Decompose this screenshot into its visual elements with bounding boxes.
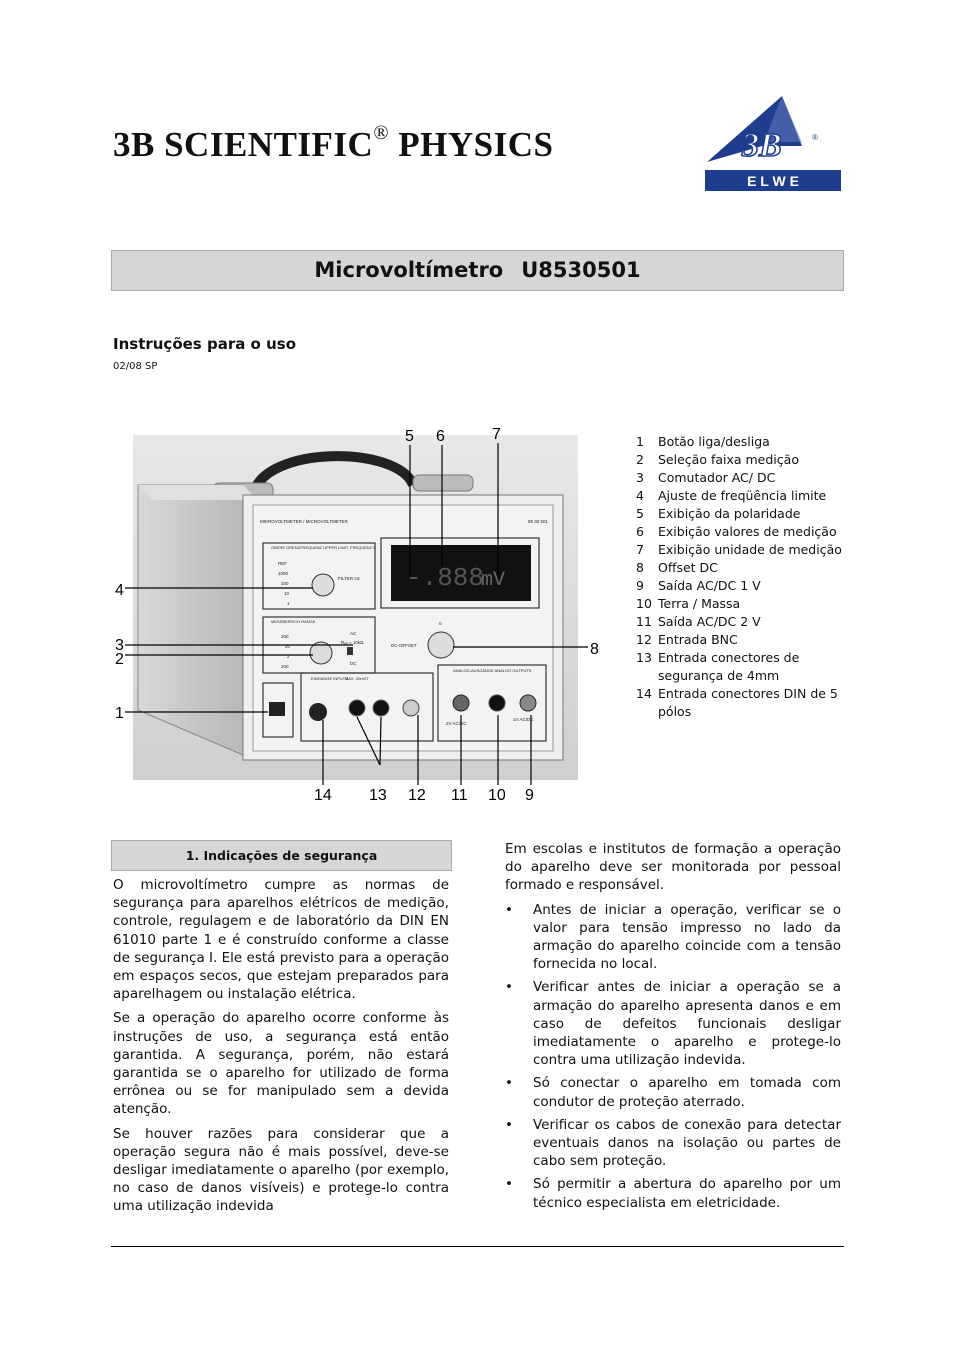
callout-3: 3: [115, 637, 124, 654]
svg-text:1: 1: [287, 601, 290, 606]
legend-item: 5 Exibição da polaridade: [636, 506, 801, 521]
paragraph: Se houver razões para considerar que a operação segura não é mais possível, deve-se desligar imediatamente o aparelho (por exemplo, no caso de danos visíveis) e protege-lo contra uma utilização indevida: [113, 1125, 449, 1215]
paragraph: Em escolas e institutos de formação a operação do aparelho deve ser monitorada por pessoal formado e responsável.: [505, 841, 841, 894]
svg-text:0: 0: [439, 621, 442, 626]
legend-item: 7 Exibição unidade de medição: [636, 542, 842, 557]
svg-text:MAX. 20mVT: MAX. 20mVT: [345, 676, 369, 681]
svg-text:EINGÄNGE INPUTS: EINGÄNGE INPUTS: [311, 676, 348, 681]
callout-8: 8: [590, 641, 599, 658]
callout-13: 13: [369, 787, 387, 804]
callout-1: 1: [115, 705, 124, 722]
list-item: • Verificar antes de iniciar a operação se a armação do aparelho apresenta danos e em caso de defeitos funcionais desligar imediatamente o aparelho e protege-lo contra uma utilização indevida.: [505, 979, 841, 1069]
svg-text:1000: 1000: [278, 571, 289, 576]
paragraph: O microvoltímetro cumpre as normas de segurança para aparelhos elétricos de medição, controle, regulagem e de laboratório da DIN EN 61010 parte 1 e é construído conforme a classe de segurança I. Ele está previsto para a operação em espaços secos, que estejam preparados para aparelhagem ou instalação elétrica.: [113, 877, 449, 1003]
list-item: • Verificar os cabos de conexão para detectar eventuais danos na isolação ou partes de cabo sem proteção.: [505, 1116, 841, 1170]
svg-text:REF: REF: [278, 561, 287, 566]
brand-title: 3B SCIENTIFIC® PHYSICS: [113, 122, 554, 164]
svg-text:®: ®: [812, 133, 818, 142]
svg-text:AC: AC: [350, 631, 357, 636]
svg-text:OBERE GRENZFREQUENZ UPPER LIMI: OBERE GRENZFREQUENZ UPPER LIMIT. FREQUENCY: [271, 545, 376, 550]
callout-5: 5: [405, 428, 414, 445]
logo-text: E L W E: [747, 173, 799, 189]
legend-item: 12 Entrada BNC: [636, 632, 738, 647]
logo-mark: 3B: [742, 127, 782, 164]
svg-text:MIKROVOLTMETER / MICROVOLTMETE: MIKROVOLTMETER / MICROVOLTMETER: [260, 519, 348, 524]
3b-elwe-logo: [702, 94, 842, 192]
callout-2: 2: [115, 651, 124, 668]
legend-item: 9 Saída AC/DC 1 V: [636, 578, 761, 593]
list-item: • Antes de iniciar a operação, verificar se o valor para tensão impresso no lado da armação do aparelho coincide com a tensão fornecida no local.: [505, 901, 841, 973]
svg-text:85 30 501: 85 30 501: [528, 519, 549, 524]
legend-item: 1 Botão liga/desliga: [636, 434, 770, 449]
footer-rule: [111, 1246, 844, 1247]
svg-text:-.888: -.888: [406, 563, 485, 593]
svg-text:FILTER Hz: FILTER Hz: [338, 576, 360, 581]
product-name: Microvoltímetro: [314, 258, 504, 282]
section-heading-safety: 1. Indicações de segurança: [111, 840, 452, 871]
doc-subtitle: Instruções para o uso: [113, 335, 296, 353]
svg-text:Rₑₙ = 10kΩ: Rₑₙ = 10kΩ: [341, 640, 364, 645]
callout-10: 10: [488, 787, 506, 804]
callout-4: 4: [115, 582, 124, 599]
legend-item: 8 Offset DC: [636, 560, 718, 575]
safety-right-column: [505, 840, 841, 1217]
list-item: • Só permitir a abertura do aparelho por um técnico especialista em eletricidade.: [505, 1176, 841, 1211]
product-title-bar: [111, 250, 844, 291]
callout-12: 12: [408, 787, 426, 804]
legend-item: 2 Seleção faixa medição: [636, 452, 799, 467]
svg-text:2V AC/DC: 2V AC/DC: [446, 721, 467, 726]
doc-date: 02/08 SP: [113, 361, 158, 372]
svg-text:1V AC/DC: 1V AC/DC: [513, 717, 534, 722]
svg-text:200: 200: [281, 634, 289, 639]
legend-item: 6 Exibição valores de medição: [636, 524, 837, 539]
svg-text:20: 20: [285, 644, 291, 649]
callout-6: 6: [436, 428, 445, 445]
svg-text:ANALOG-AUSGÄNGE ANALOG OUTPUTS: ANALOG-AUSGÄNGE ANALOG OUTPUTS: [453, 668, 532, 673]
svg-text:10: 10: [284, 591, 290, 596]
legend-item: 3 Comutador AC/ DC: [636, 470, 776, 485]
callout-9: 9: [525, 787, 534, 804]
callout-14: 14: [314, 787, 332, 804]
legend-item: 4 Ajuste de freqüência limite: [636, 488, 827, 503]
safety-left-column: [113, 876, 449, 1222]
device-photo: [113, 425, 613, 810]
legend-item: 13 Entrada conectores de segurança de 4mm: [636, 650, 800, 683]
svg-text:2: 2: [287, 654, 290, 659]
svg-text:mV: mV: [481, 569, 506, 592]
svg-text:DC-OFFSET: DC-OFFSET: [391, 643, 417, 648]
svg-text:200: 200: [281, 664, 289, 669]
svg-text:MESSBEREICH RANGE: MESSBEREICH RANGE: [271, 619, 316, 624]
paragraph: Se a operação do aparelho ocorre conforme às instruções de uso, a segurança está então garantida. A segurança, porém, não estará garantida se o aparelho for utilizado de forma errônea ou se for manipulado sem a devida atenção.: [113, 1010, 449, 1118]
product-code: U8530501: [521, 258, 641, 282]
callout-7: 7: [492, 426, 501, 443]
legend-item: 14 Entrada conectores DIN de 5 pólos: [636, 686, 838, 719]
list-item: • Só conectar o aparelho em tomada com condutor de proteção aterrado.: [505, 1075, 841, 1110]
svg-text:100: 100: [281, 581, 289, 586]
safety-bullet-list: [505, 901, 841, 1212]
legend-item: 11 Saída AC/DC 2 V: [636, 614, 761, 629]
component-legend: [636, 433, 851, 721]
legend-item: 10 Terra / Massa: [636, 596, 741, 611]
callout-11: 11: [451, 787, 468, 804]
svg-text:DC: DC: [350, 661, 357, 666]
